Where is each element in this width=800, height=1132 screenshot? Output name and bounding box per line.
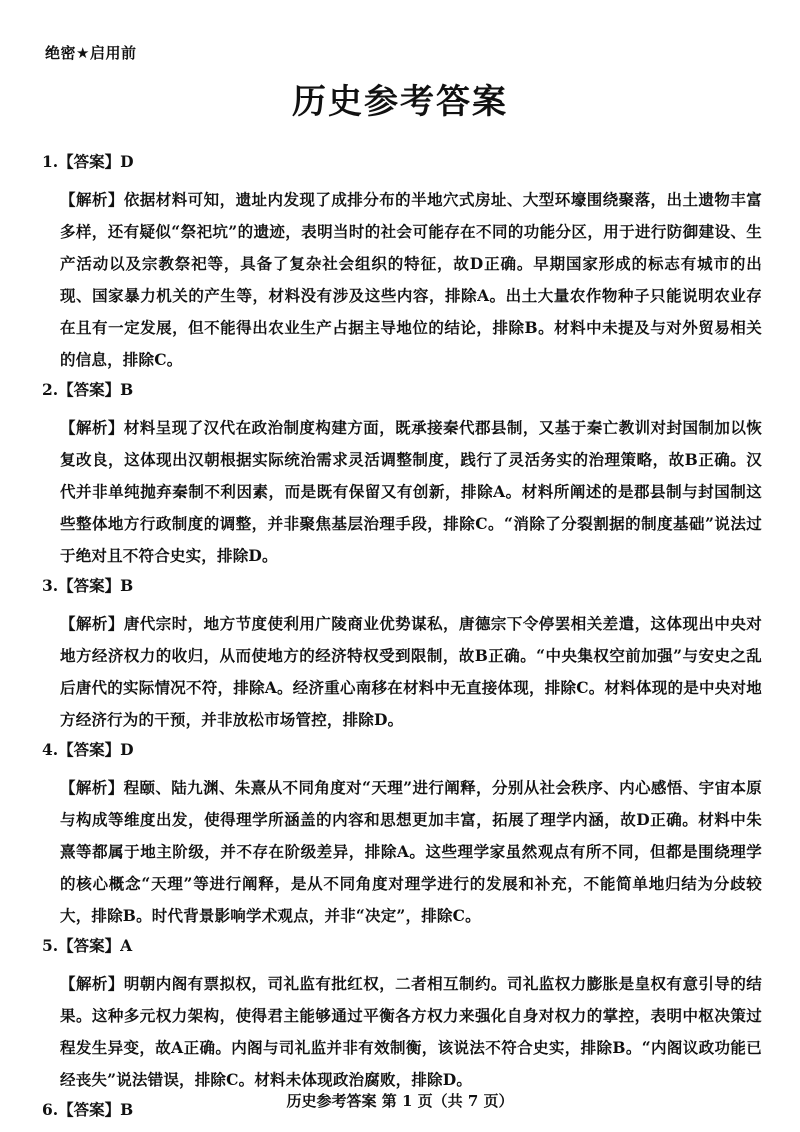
page-title: 历史参考答案 [292, 82, 508, 122]
question-item [42, 736, 762, 932]
analysis-paragraph: 【解析】明朝内阁有票拟权，司礼监有批红权，二者相互制约。司礼监权力膨胀是皇权有意引导的结果。这种多元权力架构，使得君主能够通过平衡各方权力来强化自身对权力的掌控，表明中枢决策过程发生异变，故A正确。内阁与司礼监并非有效制衡，该说法不符合史实，排除B。“内阁议政功能已经丧失”说法错误，排除C。材料未体现政治腐败，排除D。 [60, 974, 762, 1089]
answer-line: 4.【答案】D [42, 740, 134, 759]
analysis-paragraph: 【解析】依据材料可知，遗址内发现了成排分布的半地穴式房址、大型环壕围绕聚落，出土遗物丰富多样，还有疑似“祭祀坑”的遗迹，表明当时的社会可能存在不同的功能分区，用于进行防御建设、生产活动以及宗教祭祀等，具备了复杂社会组织的特征，故D正确。早期国家形成的标志有城市的出现、国家暴力机关的产生等，材料没有涉及这些内容，排除A。出土大量农作物种子只能说明农业存在且有一定发展，但不能得出农业生产占据主导地位的结论，排除B。材料中未提及与对外贸易相关的信息，排除C。 [60, 190, 762, 369]
answer-list [42, 148, 762, 1132]
answer-line: 1.【答案】D [42, 152, 134, 171]
answer-line: 3.【答案】B [42, 576, 134, 595]
page-footer: 历史参考答案 第 1 页（共 7 页） [286, 1092, 514, 1110]
analysis-paragraph: 【解析】材料呈现了汉代在政治制度构建方面，既承接秦代郡县制，又基于秦亡教训对封国制加以恢复改良，这体现出汉朝根据实际统治需求灵活调整制度，践行了灵活务实的治理策略，故B正确。汉代并非单纯抛弃秦制不利因素，而是既有保留又有创新，排除A。材料所阐述的是郡县制与封国制这些整体地方行政制度的调整，并非聚焦基层治理手段，排除C。“消除了分裂割据的制度基础”说法过于绝对且不符合史实，排除D。 [60, 418, 762, 565]
answer-line: 2.【答案】B [42, 380, 134, 399]
question-item [42, 932, 762, 1096]
question-item [42, 376, 762, 572]
question-item [42, 148, 762, 376]
confidential-label: 绝密★启用前 [45, 44, 137, 62]
answer-line: 5.【答案】A [42, 936, 133, 955]
question-item [42, 572, 762, 736]
analysis-paragraph: 【解析】程颐、陆九渊、朱熹从不同角度对“天理”进行阐释，分别从社会秩序、内心感悟、宇宙本原与构成等维度出发，使得理学所涵盖的内容和思想更加丰富，拓展了理学内涵，故D正确。材料中朱熹等都属于地主阶级，并不存在阶级差异，排除A。这些理学家虽然观点有所不同，但都是围绕理学的核心概念“天理”等进行阐释，是从不同角度对理学进行的发展和补充，不能简单地归结为分歧较大，排除B。时代背景影响学术观点，并非“决定”，排除C。 [60, 778, 762, 925]
answer-line: 6.【答案】B [42, 1100, 134, 1119]
analysis-paragraph: 【解析】唐代宗时，地方节度使利用广陵商业优势谋私，唐德宗下令停罢相关差遣，这体现出中央对地方经济权力的收归，从而使地方的经济特权受到限制，故B正确。“中央集权空前加强”与安史之乱后唐代的实际情况不符，排除A。经济重心南移在材料中无直接体现，排除C。材料体现的是中央对地方经济行为的干预，并非放松市场管控，排除D。 [60, 614, 762, 729]
